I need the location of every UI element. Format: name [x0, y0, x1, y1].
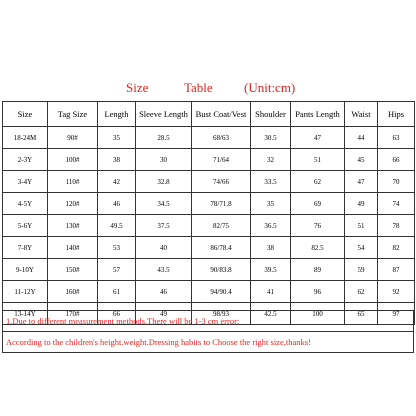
- table-cell: 36.5: [251, 215, 291, 237]
- table-cell: 43.5: [136, 259, 192, 281]
- note-measurement-error: 1.Due to different measurement methods,There will be 1-3 cm error;: [3, 311, 414, 332]
- table-row: [3, 215, 415, 237]
- size-chart-table: [2, 101, 415, 325]
- table-cell: 40: [136, 237, 192, 259]
- table-cell: 66: [98, 303, 136, 325]
- table-cell: 150#: [48, 259, 98, 281]
- table-cell: 94/90.4: [192, 281, 251, 303]
- table-cell: 49.5: [98, 215, 136, 237]
- table-cell: 70: [378, 171, 415, 193]
- table-cell: 63: [378, 127, 415, 149]
- table-cell: 160#: [48, 281, 98, 303]
- table-cell: 18-24M: [3, 127, 48, 149]
- table-cell: 65: [345, 303, 378, 325]
- table-cell: 7-8Y: [3, 237, 48, 259]
- table-cell: 66: [378, 149, 415, 171]
- table-cell: 11-12Y: [3, 281, 48, 303]
- table-cell: 39.5: [251, 259, 291, 281]
- table-body: [3, 127, 415, 325]
- table-cell: 46: [136, 281, 192, 303]
- header-cell: Hips: [378, 102, 415, 127]
- table-cell: 34.5: [136, 193, 192, 215]
- table-cell: 100: [291, 303, 345, 325]
- table-cell: 49: [136, 303, 192, 325]
- table-row: [3, 237, 415, 259]
- table-cell: 92: [378, 281, 415, 303]
- header-cell: Shoulder: [251, 102, 291, 127]
- table-cell: 53: [98, 237, 136, 259]
- table-cell: 82/75: [192, 215, 251, 237]
- table-row: [3, 127, 415, 149]
- table-cell: 3-4Y: [3, 171, 48, 193]
- table-cell: 30: [136, 149, 192, 171]
- table-cell: 57: [98, 259, 136, 281]
- table-cell: 71/64: [192, 149, 251, 171]
- table-cell: 82: [378, 237, 415, 259]
- header-cell: Sleeve Length: [136, 102, 192, 127]
- table-cell: 78: [378, 215, 415, 237]
- table-cell: 47: [291, 127, 345, 149]
- table-cell: 28.5: [136, 127, 192, 149]
- table-cell: 42: [98, 171, 136, 193]
- table-cell: 89: [291, 259, 345, 281]
- table-cell: 87: [378, 259, 415, 281]
- notes-table: [2, 310, 414, 353]
- table-cell: 45: [345, 149, 378, 171]
- table-cell: 9-10Y: [3, 259, 48, 281]
- table-cell: 41: [251, 281, 291, 303]
- table-cell: 32: [251, 149, 291, 171]
- table-cell: 49: [345, 193, 378, 215]
- table-cell: 38: [98, 149, 136, 171]
- table-cell: 38: [251, 237, 291, 259]
- table-cell: 4-5Y: [3, 193, 48, 215]
- table-cell: 42.5: [251, 303, 291, 325]
- table-cell: 120#: [48, 193, 98, 215]
- table-cell: 170#: [48, 303, 98, 325]
- note-row: [3, 311, 414, 332]
- table-cell: 61: [98, 281, 136, 303]
- table-cell: 2-3Y: [3, 149, 48, 171]
- table-header-row: [3, 102, 415, 127]
- table-cell: 32.8: [136, 171, 192, 193]
- table-row: [3, 281, 415, 303]
- header-cell: Tag Size: [48, 102, 98, 127]
- table-cell: 33.5: [251, 171, 291, 193]
- table-cell: 100#: [48, 149, 98, 171]
- table-cell: 97: [378, 303, 415, 325]
- note-choose-size: According to the children's height.weight.Dressing habits to Choose the right size,thanks!: [3, 332, 414, 353]
- title-table: Table: [184, 80, 213, 95]
- table-cell: 140#: [48, 237, 98, 259]
- table-cell: 54: [345, 237, 378, 259]
- table-row: [3, 259, 415, 281]
- table-cell: 47: [345, 171, 378, 193]
- table-cell: 62: [291, 171, 345, 193]
- table-cell: 69: [291, 193, 345, 215]
- table-cell: 96: [291, 281, 345, 303]
- table-cell: 130#: [48, 215, 98, 237]
- table-cell: 98/93: [192, 303, 251, 325]
- table-cell: 62: [345, 281, 378, 303]
- table-cell: 90/83.8: [192, 259, 251, 281]
- size-table-title: [0, 80, 416, 98]
- table-cell: 110#: [48, 171, 98, 193]
- table-row: [3, 171, 415, 193]
- title-unit: (Unit:cm): [244, 80, 296, 95]
- table-cell: 78/71.8: [192, 193, 251, 215]
- header-cell: Size: [3, 102, 48, 127]
- table-cell: 59: [345, 259, 378, 281]
- table-cell: 51: [291, 149, 345, 171]
- table-cell: 51: [345, 215, 378, 237]
- table-cell: 5-6Y: [3, 215, 48, 237]
- table-cell: 82.5: [291, 237, 345, 259]
- table-cell: 86/78.4: [192, 237, 251, 259]
- table-cell: 37.5: [136, 215, 192, 237]
- table-cell: 35: [98, 127, 136, 149]
- table-cell: 68/63: [192, 127, 251, 149]
- header-cell: Bust Coat/Vest: [192, 102, 251, 127]
- header-cell: Waist: [345, 102, 378, 127]
- table-cell: 13-14Y: [3, 303, 48, 325]
- table-cell: 90#: [48, 127, 98, 149]
- header-cell: Pants Length: [291, 102, 345, 127]
- table-row: [3, 193, 415, 215]
- header-cell: Length: [98, 102, 136, 127]
- table-cell: 46: [98, 193, 136, 215]
- table-row: [3, 149, 415, 171]
- table-cell: 74/66: [192, 171, 251, 193]
- table-cell: 30.5: [251, 127, 291, 149]
- table-cell: 76: [291, 215, 345, 237]
- note-row: [3, 332, 414, 353]
- title-size: Size: [126, 80, 149, 95]
- table-cell: 35: [251, 193, 291, 215]
- table-cell: 74: [378, 193, 415, 215]
- table-cell: 44: [345, 127, 378, 149]
